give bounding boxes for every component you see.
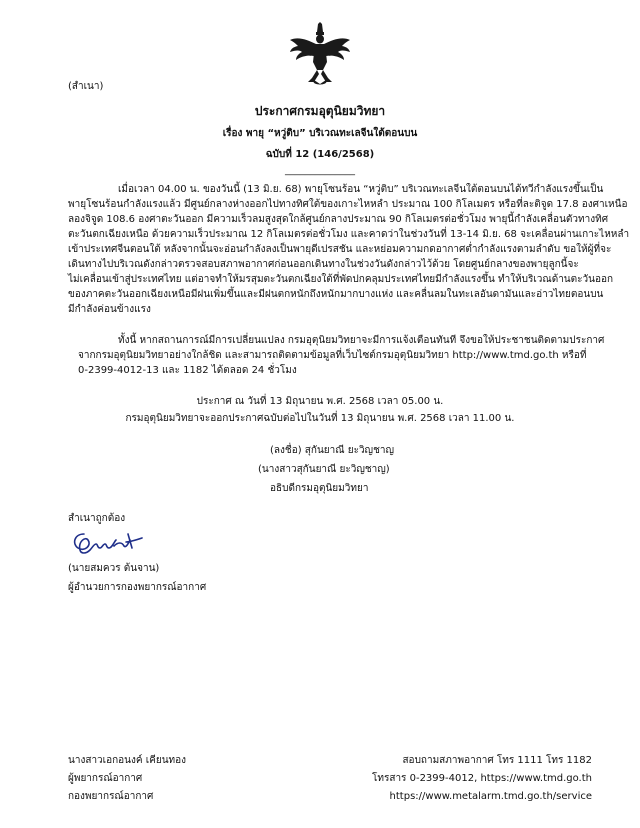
copy-mark: (สำเนา) <box>68 81 104 92</box>
paragraph-line: ไม่เคลื่อนเข้าสู่ประเทศไทย แต่อาจทำให้มรสุมตะวันตกเฉียงใต้ที่พัดปกคลุมประเทศไทยมีกำลังแรงขึ้น ทำให้บริเวณด้านตะวันออก <box>68 274 614 285</box>
paragraph-line: เดินทางไปบริเวณดังกล่าวตรวจสอบสภาพอากาศก่อนออกเดินทางในช่วงวันดังกล่าวไว้ด้วย โดยศูนย์กลางของพายุลูกนี้จะ <box>68 259 579 270</box>
footer-contact-fax: โทรสาร 0-2399-4012, https://www.tmd.go.th <box>372 773 592 784</box>
paragraph-line: มีกำลังค่อนข้างแรง <box>68 304 151 315</box>
paragraph-line: เมื่อเวลา 04.00 น. ของวันนี้ (13 มิ.ย. 68) พายุโซนร้อน “หวู่ติบ” บริเวณทะเลจีนใต้ตอนบนได้ทวีกำลังแรงขึ้นเป็น <box>118 184 604 195</box>
paragraph-line: ตะวันตกเฉียงเหนือ ด้วยความเร็วประมาณ 12 กิโลเมตรต่อชั่วโมง และคาดว่าในช่วงวันที่ 13-14 มิ.ย. 68 จะเคลื่อนผ่านเกาะไหหลำ <box>68 229 630 240</box>
paragraph-line: ทั้งนี้ หากสถานการณ์มีการเปลี่ยนแปลง กรมอุตุนิยมวิทยาจะมีการแจ้งเตือนทันที จึงขอให้ประชาชนติดตามประกาศ <box>118 335 605 346</box>
paragraph-line: จากกรมอุตุนิยมวิทยาอย่างใกล้ชิด และสามารถติดตามข้อมูลที่เว็บไซต์กรมอุตุนิยมวิทยา http://www.tmd.go.th หรือที่ <box>78 350 587 361</box>
footer-officer-role: ผู้พยากรณ์อากาศ <box>68 773 143 784</box>
certifier-name: (นายสมควร ต้นจาน) <box>68 563 160 574</box>
announce-date: ประกาศ ณ วันที่ 13 มิถุนายน พ.ศ. 2568 เวลา 05.00 น. <box>196 396 444 407</box>
paragraph-line: 0-2399-4012-13 และ 1182 ได้ตลอด 24 ชั่วโมง <box>78 365 297 376</box>
document-subject: เรื่อง พายุ “หวู่ติบ” บริเวณทะเลจีนใต้ตอนบน <box>222 128 418 139</box>
title-divider: ______________ <box>285 165 355 176</box>
footer-officer-name: นางสาวเอกอนงค์ เคียนทอง <box>68 755 187 766</box>
signed-line: (ลงชื่อ) สุกันยาณี ยะวิญชาญ <box>270 445 394 456</box>
footer-department: กองพยากรณ์อากาศ <box>68 791 154 802</box>
next-announcement: กรมอุตุนิยมวิทยาจะออกประกาศฉบับต่อไปในวันที่ 13 มิถุนายน พ.ศ. 2568 เวลา 11.00 น. <box>125 413 515 424</box>
certifier-position: ผู้อำนวยการกองพยากรณ์อากาศ <box>68 582 207 593</box>
footer-contact-phone: สอบถามสภาพอากาศ โทร 1111 โทร 1182 <box>402 755 592 766</box>
certify-label: สำเนาถูกต้อง <box>68 513 126 524</box>
paragraph-line: เข้าประเทศจีนตอนใต้ หลังจากนั้นจะอ่อนกำลังลงเป็นพายุดีเปรสชัน และหย่อมความกดอากาศต่ำกำลังแรงตามลำดับ ขอให้ผู้ที่จะ <box>68 244 612 255</box>
paragraph-line: ของภาคตะวันออกเฉียงเหนือมีฝนเพิ่มขึ้นและมีฝนตกหนักถึงหนักมากบางแห่ง และคลื่นลมในทะเลอันดามันและอ่าวไทยตอนบน <box>68 289 604 300</box>
signer-name: (นางสาวสุกันยาณี ยะวิญชาญ) <box>258 464 390 475</box>
signer-position: อธิบดีกรมอุตุนิยมวิทยา <box>270 483 369 494</box>
handwritten-signature-icon <box>70 528 150 558</box>
document-title: ประกาศกรมอุตุนิยมวิทยา <box>254 104 386 118</box>
paragraph-line: พายุโซนร้อนกำลังแรงแล้ว มีศูนย์กลางห่างออกไปทางทิศใต้ของเกาะไหหลำ ประมาณ 100 กิโลเมตร หรือที่ละติจูด 17.8 องศาเหนือ <box>68 199 628 210</box>
garuda-emblem-icon <box>288 22 352 88</box>
footer-contact-url: https://www.metalarm.tmd.go.th/service <box>389 791 592 802</box>
paragraph-line: ลองจิจูด 108.6 องศาตะวันออก มีความเร็วลมสูงสุดใกล้ศูนย์กลางประมาณ 90 กิโลเมตรต่อชั่วโมง พายุนี้กำลังเคลื่อนตัวทางทิศ <box>68 214 609 225</box>
issue-number: ฉบับที่ 12 (146/2568) <box>265 149 375 160</box>
